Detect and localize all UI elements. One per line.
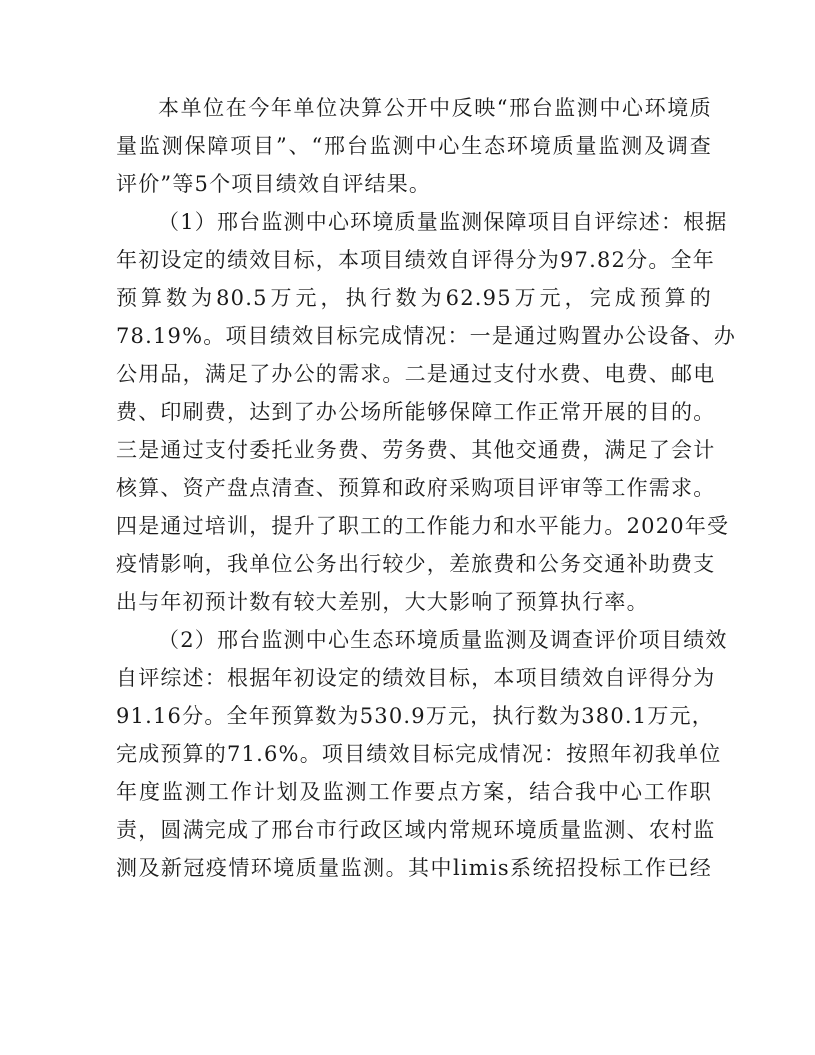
paragraph-line: 78.19%。项目绩效目标完成情况：一是通过购置办公设备、办 [116, 324, 737, 348]
paragraph-line: 年度监测工作计划及监测工作要点方案，结合我中心工作职 [116, 780, 712, 804]
paragraph-line: 测及新冠疫情环境质量监测。其中limis系统招投标工作已经 [116, 856, 712, 880]
paragraph-line: 疫情影响，我单位公务出行较少，差旅费和公务交通补助费支 [116, 552, 716, 576]
paragraph-line: 责，圆满完成了邢台市行政区域内常规环境质量监测、农村监 [116, 818, 716, 842]
paragraph-line: 三是通过支付委托业务费、劳务费、其他交通费，满足了会计 [116, 438, 716, 462]
paragraph-line: 完成预算的71.6%。项目绩效目标完成情况：按照年初我单位 [116, 742, 722, 766]
paragraph-line: 本单位在今年单位决算公开中反映“邢台监测中心环境质 [158, 96, 712, 120]
paragraph-line: 评价”等5个项目绩效自评结果。 [116, 172, 432, 196]
paragraph-line: 自评综述：根据年初设定的绩效目标，本项目绩效自评得分为 [116, 666, 716, 690]
paragraph-line: 公用品，满足了办公的需求。二是通过支付水费、电费、邮电 [116, 362, 716, 386]
paragraph-line: 量监测保障项目”、“邢台监测中心生态环境质量监测及调查 [116, 134, 712, 158]
paragraph-line: 预算数为80.5万元，执行数为62.95万元，完成预算的 [116, 286, 712, 310]
document-body [116, 89, 737, 887]
paragraph-line: 年初设定的绩效目标，本项目绩效自评得分为97.82分。全年 [116, 248, 715, 272]
paragraph-line: （1）邢台监测中心环境质量监测保障项目自评综述：根据 [158, 210, 728, 234]
paragraph-line: 出与年初预计数有较大差别，大大影响了预算执行率。 [116, 590, 649, 614]
paragraph-line: 四是通过培训，提升了职工的工作能力和水平能力。2020年受 [116, 514, 730, 538]
paragraph-line: 核算、资产盘点清查、预算和政府采购项目评审等工作需求。 [116, 476, 716, 500]
paragraph-line: 91.16分。全年预算数为530.9万元，执行数为380.1万元， [116, 704, 714, 728]
paragraph-line: 费、印刷费，达到了办公场所能够保障工作正常开展的目的。 [116, 400, 716, 424]
paragraph-line: （2）邢台监测中心生态环境质量监测及调查评价项目绩效 [158, 628, 728, 652]
